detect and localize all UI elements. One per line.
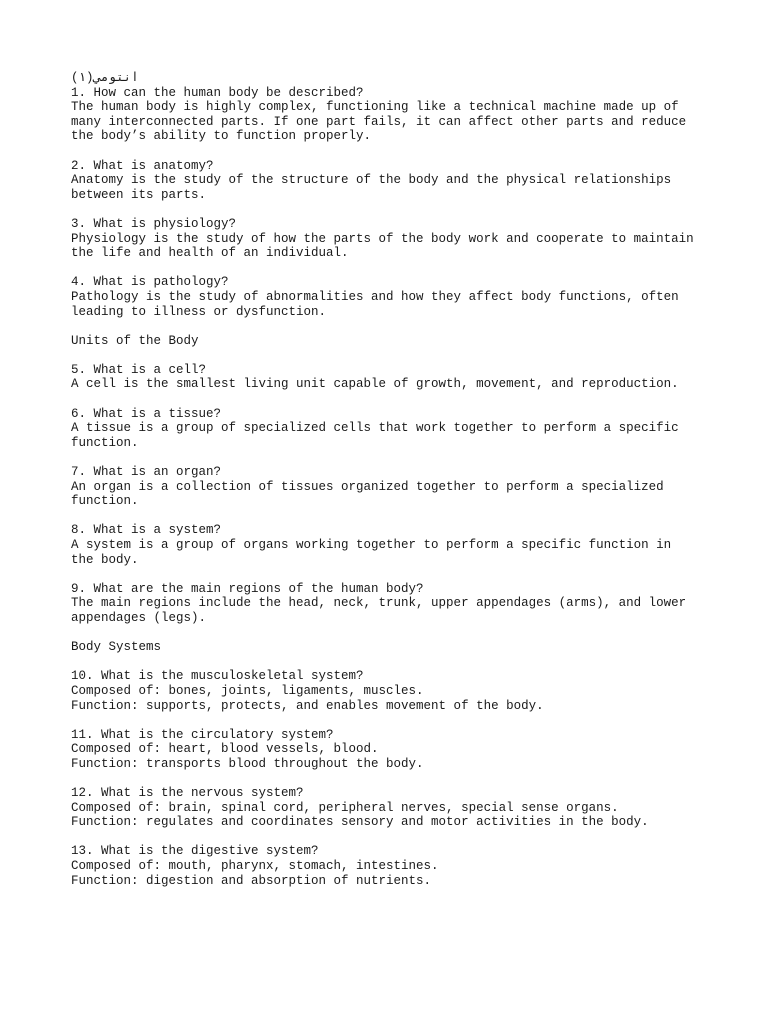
answer-1-line-1: The human body is highly complex, functioning like a technical machine made up of (71, 100, 679, 115)
question-12: 12. What is the nervous system? (71, 786, 304, 801)
answer-4-line-2: leading to illness or dysfunction. (71, 304, 327, 319)
spacer (71, 261, 731, 276)
spacer (71, 202, 731, 217)
question-8: 8. What is a system? (71, 523, 222, 538)
answer-11-line-1: Composed of: heart, blood vessels, blood. (71, 742, 379, 757)
spacer (71, 450, 731, 465)
document-page (71, 71, 731, 888)
answer-13-line-2: Function: digestion and absorption of nutrients. (71, 873, 432, 888)
answer-1-line-2: many interconnected parts. If one part fails, it can affect other parts and reduce (71, 114, 687, 129)
question-11: 11. What is the circulatory system? (71, 727, 334, 742)
question-6: 6. What is a tissue? (71, 406, 222, 421)
answer-10-line-1: Composed of: bones, joints, ligaments, muscles. (71, 683, 424, 698)
answer-2-line-2: between its parts. (71, 187, 207, 202)
section-heading-systems: Body Systems (71, 640, 162, 655)
answer-7-line-2: function. (71, 494, 139, 509)
answer-1-line-3: the body’s ability to function properly. (71, 129, 372, 144)
answer-8-line-1: A system is a group of organs working together to perform a specific function in (71, 538, 672, 552)
answer-5-line-1: A cell is the smallest living unit capable of growth, movement, and reproduction. (71, 377, 679, 392)
question-10: 10. What is the musculoskeletal system? (71, 669, 364, 684)
question-3: 3. What is physiology? (71, 216, 237, 231)
question-4: 4. What is pathology? (71, 275, 229, 290)
answer-6-line-1: A tissue is a group of specialized cells that work together to perform a specific (71, 421, 679, 436)
answer-13-line-1: Composed of: mouth, pharynx, stomach, intestines. (71, 859, 439, 874)
spacer (71, 626, 731, 641)
spacer (71, 567, 731, 582)
spacer (71, 319, 731, 334)
question-1: 1. How can the human body be described? (71, 85, 364, 100)
section-heading-units: Units of the Body (71, 333, 199, 348)
answer-9-line-2: appendages (legs). (71, 610, 207, 625)
spacer (71, 348, 731, 363)
document-header: انتومي(١) (71, 71, 139, 85)
spacer (71, 509, 731, 524)
question-9: 9. What are the main regions of the human body? (71, 581, 424, 596)
answer-12-line-1: Composed of: brain, spinal cord, peripheral nerves, special sense organs. (71, 800, 619, 815)
question-13: 13. What is the digestive system? (71, 844, 319, 859)
spacer (71, 713, 731, 728)
answer-7-line-1: An organ is a collection of tissues organized together to perform a specialized (71, 479, 664, 494)
answer-3-line-1: Physiology is the study of how the parts of the body work and cooperate to maintain (71, 231, 694, 246)
answer-3-line-2: the life and health of an individual. (71, 246, 349, 261)
answer-12-line-2: Function: regulates and coordinates sensory and motor activities in the body. (71, 815, 649, 830)
question-2: 2. What is anatomy? (71, 158, 214, 173)
spacer (71, 655, 731, 670)
question-5: 5. What is a cell? (71, 362, 207, 377)
answer-9-line-1: The main regions include the head, neck, trunk, upper appendages (arms), and lower (71, 596, 687, 611)
spacer (71, 830, 731, 845)
question-7: 7. What is an organ? (71, 465, 222, 480)
answer-4-line-1: Pathology is the study of abnormalities and how they affect body functions, often (71, 289, 679, 304)
spacer (71, 392, 731, 407)
spacer (71, 772, 731, 787)
answer-10-line-2: Function: supports, protects, and enables movement of the body. (71, 698, 544, 713)
answer-8-line-2: the body. (71, 552, 139, 567)
answer-11-line-2: Function: transports blood throughout the body. (71, 756, 424, 771)
spacer (71, 144, 731, 159)
answer-6-line-2: function. (71, 435, 139, 450)
answer-2-line-1: Anatomy is the study of the structure of the body and the physical relationships (71, 173, 672, 188)
